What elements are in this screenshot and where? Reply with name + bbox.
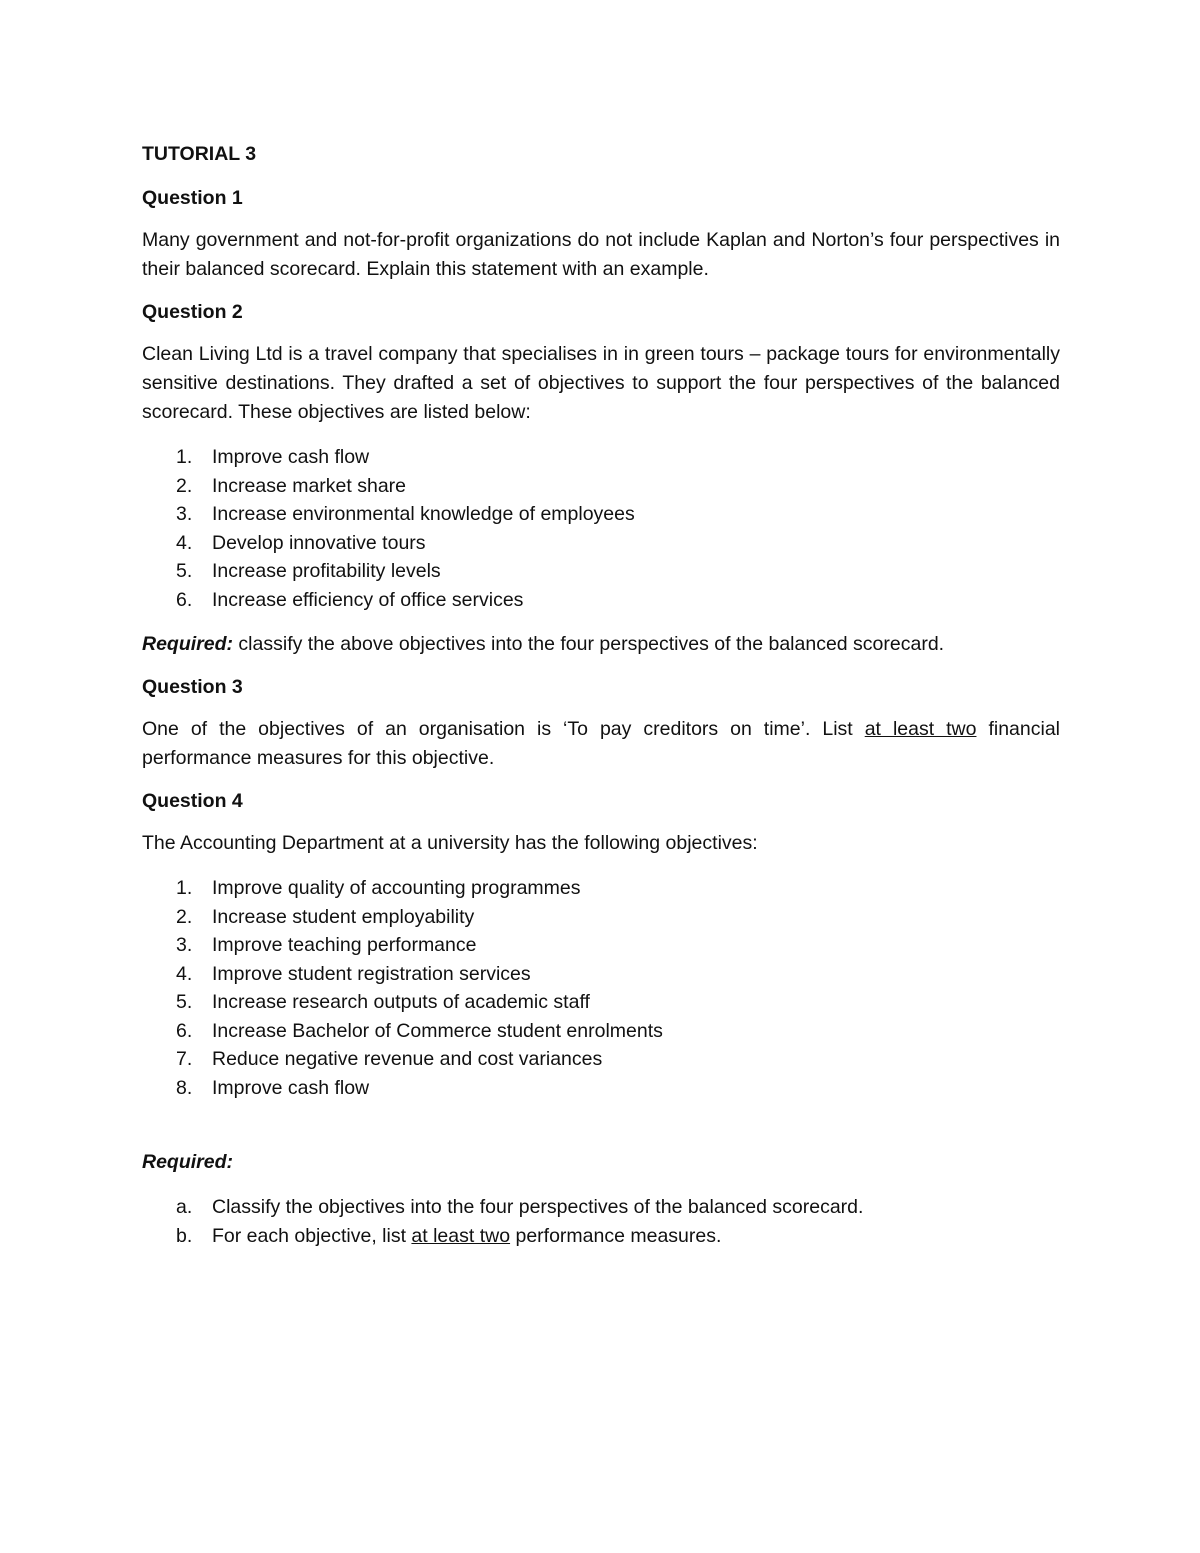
list-item: 3. Improve teaching performance	[176, 934, 477, 956]
question-4-heading: Question 4	[142, 790, 243, 812]
question-2-heading: Question 2	[142, 301, 243, 323]
spacer	[142, 1118, 1060, 1148]
question-4-required	[142, 1148, 1060, 1177]
question-1-text: Many government and not-for-profit organizations do not include Kaplan and Norton’s four perspectives in their balanced scorecard. Explain this statement with an example.	[142, 229, 1060, 280]
tutorial-title: TUTORIAL 3	[142, 143, 257, 165]
question-1-heading: Question 1	[142, 187, 243, 209]
question-3-heading: Question 3	[142, 676, 243, 698]
list-item: a. Classify the objectives into the four perspectives of the balanced scorecard.	[176, 1196, 864, 1218]
list-item: 6. Increase efficiency of office services	[176, 588, 524, 611]
list-item: b. For each objective, list at least two performance measures.	[176, 1224, 722, 1247]
question-4-text: The Accounting Department at a university has the following objectives:	[142, 832, 758, 854]
question-4-objectives-list	[142, 874, 1060, 1102]
list-item: 2. Increase student employability	[176, 905, 475, 928]
list-item: 5. Increase research outputs of academic staff	[176, 991, 590, 1013]
question-2-objectives-list	[142, 443, 1060, 614]
question-3-text: One of the objectives of an organisation is ‘To pay creditors on time’. List at least two financial performance measures for this objective.	[142, 718, 1060, 769]
list-item: 4. Develop innovative tours	[176, 531, 426, 554]
required-label: Required:	[142, 1151, 234, 1173]
list-item: 8. Improve cash flow	[176, 1076, 370, 1099]
list-item: 1. Improve quality of accounting programmes	[176, 877, 581, 899]
list-item: 6. Increase Bachelor of Commerce student enrolments	[176, 1019, 663, 1042]
underlined-emphasis: at least two	[864, 718, 977, 740]
question-2-required	[142, 630, 1060, 659]
list-item: 4. Improve student registration services	[176, 962, 531, 985]
question-4-required-parts	[142, 1193, 1060, 1250]
list-item: 1. Improve cash flow	[176, 446, 370, 468]
required-label: Required:	[142, 633, 234, 655]
list-item: 5. Increase profitability levels	[176, 560, 441, 582]
list-item: 2. Increase market share	[176, 474, 407, 497]
question-2-text: Clean Living Ltd is a travel company that specialises in in green tours – package tours for environmentally sensitive destinations. They drafted a set of objectives to support the four perspectives of the balanced scorecard. These objectives are listed below:	[142, 343, 1060, 423]
list-item: 3. Increase environmental knowledge of employees	[176, 503, 635, 525]
document-page	[142, 142, 1060, 1266]
required-text: classify the above objectives into the four perspectives of the balanced scorecard.	[233, 633, 945, 655]
list-item: 7. Reduce negative revenue and cost variances	[176, 1048, 603, 1070]
underlined-emphasis: at least two	[411, 1224, 511, 1247]
